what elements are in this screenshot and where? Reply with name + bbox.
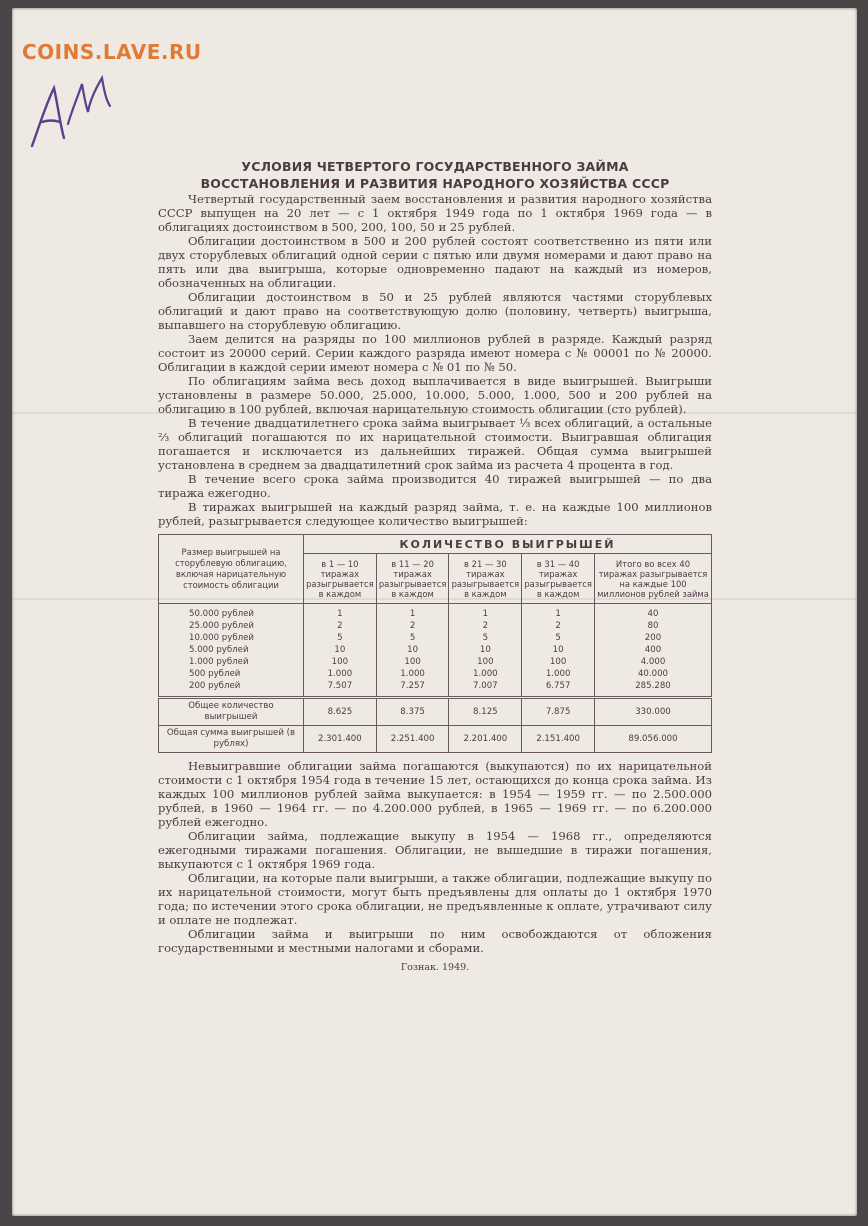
row-label: 25.000 рублей <box>159 620 304 632</box>
redemption-section <box>158 759 712 955</box>
printer-imprint: Гознак. 1949. <box>400 962 470 973</box>
cell: 5 <box>522 632 595 644</box>
cell: 2.301.400 <box>304 726 377 753</box>
paragraph: Облигации займа и выигрыши по ним освобождаются от обложения государственными и местными налогами и сборами. <box>158 927 712 955</box>
paragraph: В тиражах выигрышей на каждый разряд займа, т. е. на каждые 100 миллионов рублей, разыгрывается следующее количество выигрышей: <box>158 500 712 528</box>
paragraph: Невыигравшие облигации займа погашаются (выкупаются) по их нарицательной стоимости с 1 октября 1954 года в течение 15 лет, остающихся до конца срока займа. Из каждых 100 миллионов рублей займа выкупается: в 1954 — 1959 гг. — по 2.500.000 рублей, в 1960 — 1964 гг. — по 4.200.000 рублей, в 1965 — 1969 гг. — по 6.200.000 рублей ежегодно. <box>158 759 712 829</box>
document-body <box>158 158 712 975</box>
column-header: Итого во всех 40 тиражах разыгрывается на каждые 100 миллионов рублей займа <box>595 554 712 604</box>
cell: 400 <box>595 644 712 656</box>
table-row <box>159 698 712 726</box>
watermark: COINS.LAVE.RU <box>22 40 202 64</box>
cell: 10 <box>449 644 522 656</box>
cell: 7.257 <box>376 680 449 698</box>
cell: 1.000 <box>449 668 522 680</box>
document-title <box>158 158 712 192</box>
cell: 89.056.000 <box>595 726 712 753</box>
paragraph: Облигации достоинством в 500 и 200 рублей состоят соответственно из пяти или двух сторублевых облигаций одной серии с пятью или двумя номерами и дают право на пять или два выигрыша, которые одновременно падают на каждый из номеров, обозначенных на облигации. <box>158 234 712 290</box>
paragraph: Четвертый государственный заем восстановления и развития народного хозяйства СССР выпущен на 20 лет — с 1 октября 1949 года по 1 октября 1969 года — в облигациях достоинством в 500, 200, 100, 50 и 25 рублей. <box>158 192 712 234</box>
cell: 100 <box>376 656 449 668</box>
cell: 330.000 <box>595 698 712 726</box>
cell: 2 <box>376 620 449 632</box>
row-label: 500 рублей <box>159 668 304 680</box>
table-row <box>159 604 712 621</box>
table-row <box>159 680 712 698</box>
column-header: в 21 — 30 тиражах разыгрывается в каждом <box>449 554 522 604</box>
cell: 6.757 <box>522 680 595 698</box>
table-row <box>159 644 712 656</box>
cell: 10 <box>376 644 449 656</box>
table-row <box>159 726 712 753</box>
cell: 200 <box>595 632 712 644</box>
cell: 2.151.400 <box>522 726 595 753</box>
cell: 5 <box>376 632 449 644</box>
cell: 8.625 <box>304 698 377 726</box>
cell: 1.000 <box>376 668 449 680</box>
title-line-2: ВОССТАНОВЛЕНИЯ И РАЗВИТИЯ НАРОДНОГО ХОЗЯЙСТВА СССР <box>200 176 670 191</box>
row-label: Общее количество выигрышей <box>159 698 304 726</box>
row-label: 5.000 рублей <box>159 644 304 656</box>
paragraph: Заем делится на разряды по 100 миллионов рублей в разряде. Каждый разряд состоит из 20000 серий. Серии каждого разряда имеют номера с № 00001 по № 20000. Облигации в каждой серии имеют номера с № 01 по № 50. <box>158 332 712 374</box>
column-header: в 1 — 10 тиражах разыгрывается в каждом <box>304 554 377 604</box>
row-label: 10.000 рублей <box>159 632 304 644</box>
row-label: 50.000 рублей <box>159 604 304 621</box>
cell: 5 <box>304 632 377 644</box>
cell: 10 <box>304 644 377 656</box>
cell: 100 <box>522 656 595 668</box>
row-label: 1.000 рублей <box>159 656 304 668</box>
cell: 8.125 <box>449 698 522 726</box>
cell: 4.000 <box>595 656 712 668</box>
count-header: КОЛИЧЕСТВО ВЫИГРЫШЕЙ <box>304 535 712 554</box>
cell: 10 <box>522 644 595 656</box>
table-body <box>159 604 712 698</box>
cell: 1 <box>304 604 377 621</box>
column-header: в 11 — 20 тиражах разыгрывается в каждом <box>376 554 449 604</box>
cell: 100 <box>304 656 377 668</box>
title-line-1: УСЛОВИЯ ЧЕТВЕРТОГО ГОСУДАРСТВЕННОГО ЗАЙМА <box>241 159 629 174</box>
cell: 5 <box>449 632 522 644</box>
cell: 7.507 <box>304 680 377 698</box>
cell: 285.280 <box>595 680 712 698</box>
paragraph: Облигации займа, подлежащие выкупу в 1954 — 1968 гг., определяются ежегодными тиражами погашения. Облигации, не вышедшие в тиражи погашения, выкупаются с 1 октября 1969 года. <box>158 829 712 871</box>
cell: 2 <box>522 620 595 632</box>
cell: 1.000 <box>522 668 595 680</box>
cell: 1 <box>449 604 522 621</box>
cell: 8.375 <box>376 698 449 726</box>
cell: 1 <box>376 604 449 621</box>
paragraph: По облигациям займа весь доход выплачивается в виде выигрышей. Выигрыши установлены в размере 50.000, 25.000, 10.000, 5.000, 1.000, 500 и 200 рублей на облигацию в 100 рублей, включая нарицательную стоимость облигации (сто рублей). <box>158 374 712 416</box>
column-header: в 31 — 40 тиражах разыгрывается в каждом <box>522 554 595 604</box>
paragraph: В течение двадцатилетнего срока займа выигрывает ⅓ всех облигаций, а остальные ⅔ облигаций погашаются по их нарицательной стоимости. Выигравшая облигация погашается и исключается из дальнейших тиражей. Общая сумма выигрышей установлена в среднем за двадцатилетний срок займа из расчета 4 процента в год. <box>158 416 712 472</box>
table-row <box>159 620 712 632</box>
cell: 7.875 <box>522 698 595 726</box>
table-row <box>159 656 712 668</box>
size-column-header: Размер выигрышей на сторублевую облигацию, включая нарицательную стоимость облигации <box>159 535 304 604</box>
paragraph: Облигации достоинством в 50 и 25 рублей являются частями сторублевых облигаций и дают право на соответствующую долю (половину, четверть) выигрыша, выпавшего на сторублевую облигацию. <box>158 290 712 332</box>
table-totals <box>159 698 712 753</box>
cell: 40 <box>595 604 712 621</box>
cell: 100 <box>449 656 522 668</box>
cell: 7.007 <box>449 680 522 698</box>
paragraph: В течение всего срока займа производится 40 тиражей выигрышей — по два тиража ежегодно. <box>158 472 712 500</box>
table-row <box>159 632 712 644</box>
cell: 2 <box>304 620 377 632</box>
cell: 1.000 <box>304 668 377 680</box>
cell: 40.000 <box>595 668 712 680</box>
table-row <box>159 668 712 680</box>
cell: 80 <box>595 620 712 632</box>
cell: 2 <box>449 620 522 632</box>
prize-table <box>158 534 712 753</box>
intro-section <box>158 192 712 528</box>
cell: 2.251.400 <box>376 726 449 753</box>
cell: 1 <box>522 604 595 621</box>
cell: 2.201.400 <box>449 726 522 753</box>
paragraph: Облигации, на которые пали выигрыши, а также облигации, подлежащие выкупу по их нарицательной стоимости, могут быть предъявлены для оплаты до 1 октября 1970 года; по истечении этого срока облигации, не предъявленные к оплате, утрачивают силу и оплате не подлежат. <box>158 871 712 927</box>
handwritten-mark <box>26 66 122 154</box>
row-label: 200 рублей <box>159 680 304 698</box>
row-label: Общая сумма выигрышей (в рублях) <box>159 726 304 753</box>
